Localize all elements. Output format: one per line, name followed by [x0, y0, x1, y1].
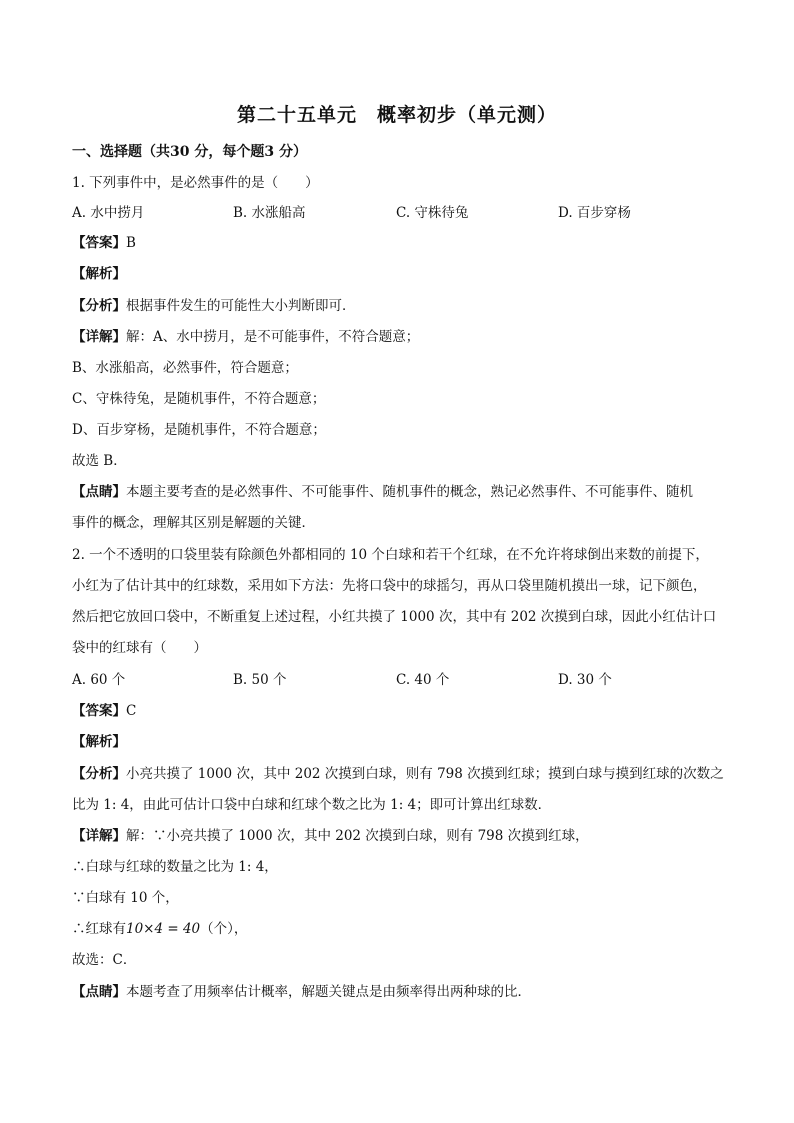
q2-red-prefix: ∴红球有 [72, 921, 126, 937]
q1-explain-c: C、守株待兔，是随机事件，不符合题意； [72, 391, 326, 407]
q2-stem-line-3: 然后把它放回口袋中，不断重复上述过程，小红共摸了 1000 次，其中有 202 次摸到白球，因此小红估计口 [72, 609, 717, 625]
q2-fenxi-text-1: 小亮共摸了 1000 次，其中 202 次摸到白球，则有 798 次摸到红球；摸到白球与摸到红球的次数之 [126, 766, 724, 782]
q2-white-line: ∵白球有 10 个， [72, 890, 179, 906]
q2-analysis-label [72, 732, 732, 752]
dianjing-label: 【点睛】 [72, 484, 126, 500]
q1-dianjing [72, 482, 732, 502]
q2-dianjing-text: 本题考查了用频率估计概率，解题关键点是由频率得出两种球的比． [126, 984, 531, 1000]
q1-xiangjie [72, 327, 732, 347]
fenxi-label: 【分析】 [72, 766, 126, 782]
q1-dianjing-text-2: 事件的概念，理解其区别是解题的关键． [72, 515, 315, 531]
answer-label: 【答案】 [72, 235, 126, 251]
q2-xiangjie-text: 解：∵小亮共摸了 1000 次，其中 202 次摸到白球，则有 798 次摸到红球， [126, 828, 589, 844]
q2-stem-line-2: 小红为了估计其中的红球数，采用如下方法：先将口袋中的球摇匀，再从口袋里随机摸出一球，记下颜色， [72, 578, 707, 594]
q2-answer-value: C [126, 703, 137, 719]
q1-choose: 故选 B． [72, 453, 127, 469]
answer-label: 【答案】 [72, 703, 126, 719]
q2-red-formula: 10×4 = 40 [126, 921, 201, 937]
q1-option-d: D. 百步穿杨 [558, 205, 631, 221]
q2-ratio-line: ∴白球与红球的数量之比为 1: 4， [72, 859, 278, 875]
fenxi-label: 【分析】 [72, 298, 126, 314]
q1-fenxi-text: 根据事件发生的可能性大小判断即可． [126, 298, 356, 314]
q2-option-c: C. 40 个 [396, 672, 450, 688]
q2-answer [72, 701, 732, 721]
q1-stem: 1. 下列事件中，是必然事件的是（ ） [72, 175, 319, 191]
q2-fenxi [72, 764, 732, 784]
q1-answer [72, 233, 732, 253]
xiangjie-label: 【详解】 [72, 828, 126, 844]
q1-option-b: B. 水涨船高 [233, 205, 306, 221]
q2-option-b: B. 50 个 [233, 672, 287, 688]
q2-xiangjie [72, 826, 732, 846]
q2-stem-line-4: 袋中的红球有（ ） [72, 640, 207, 656]
q2-stem-line-1: 2. 一个不透明的口袋里装有除颜色外都相同的 10 个白球和若干个红球，在不允许将球倒出来数的前提下， [72, 547, 709, 563]
xiangjie-label: 【详解】 [72, 329, 126, 345]
section-heading: 一、选择题（共30 分，每个题3 分） [72, 144, 307, 160]
analysis-label: 【解析】 [72, 266, 126, 282]
q2-red-line [72, 919, 732, 939]
q2-dianjing [72, 982, 732, 1002]
q1-dianjing-text-1: 本题主要考查的是必然事件、不可能事件、随机事件的概念，熟记必然事件、不可能事件、随机 [126, 484, 693, 500]
q1-explain-b: B、水涨船高，必然事件，符合题意； [72, 360, 298, 376]
q2-option-d: D. 30 个 [558, 672, 612, 688]
q2-fenxi-text-2: 比为 1: 4，由此可估计口袋中白球和红球个数之比为 1: 4；即可计算出红球数． [72, 797, 552, 813]
q1-explain-d: D、百步穿杨，是随机事件，不符合题意； [72, 422, 326, 438]
q1-answer-value: B [126, 235, 136, 251]
q2-option-a: A. 60 个 [72, 672, 126, 688]
q2-red-suffix: （个）， [200, 921, 248, 937]
q1-xiangjie-text: 解：A、水中捞月，是不可能事件，不符合题意； [126, 329, 420, 345]
q1-fenxi [72, 296, 732, 316]
q1-option-c: C. 守株待兔 [396, 205, 469, 221]
q1-option-a: A. 水中捞月 [72, 205, 145, 221]
page-title: 第二十五单元 概率初步（单元测） [236, 104, 557, 126]
q1-analysis-label [72, 264, 732, 284]
analysis-label: 【解析】 [72, 734, 126, 750]
dianjing-label: 【点睛】 [72, 984, 126, 1000]
q2-choose: 故选：C． [72, 952, 137, 968]
